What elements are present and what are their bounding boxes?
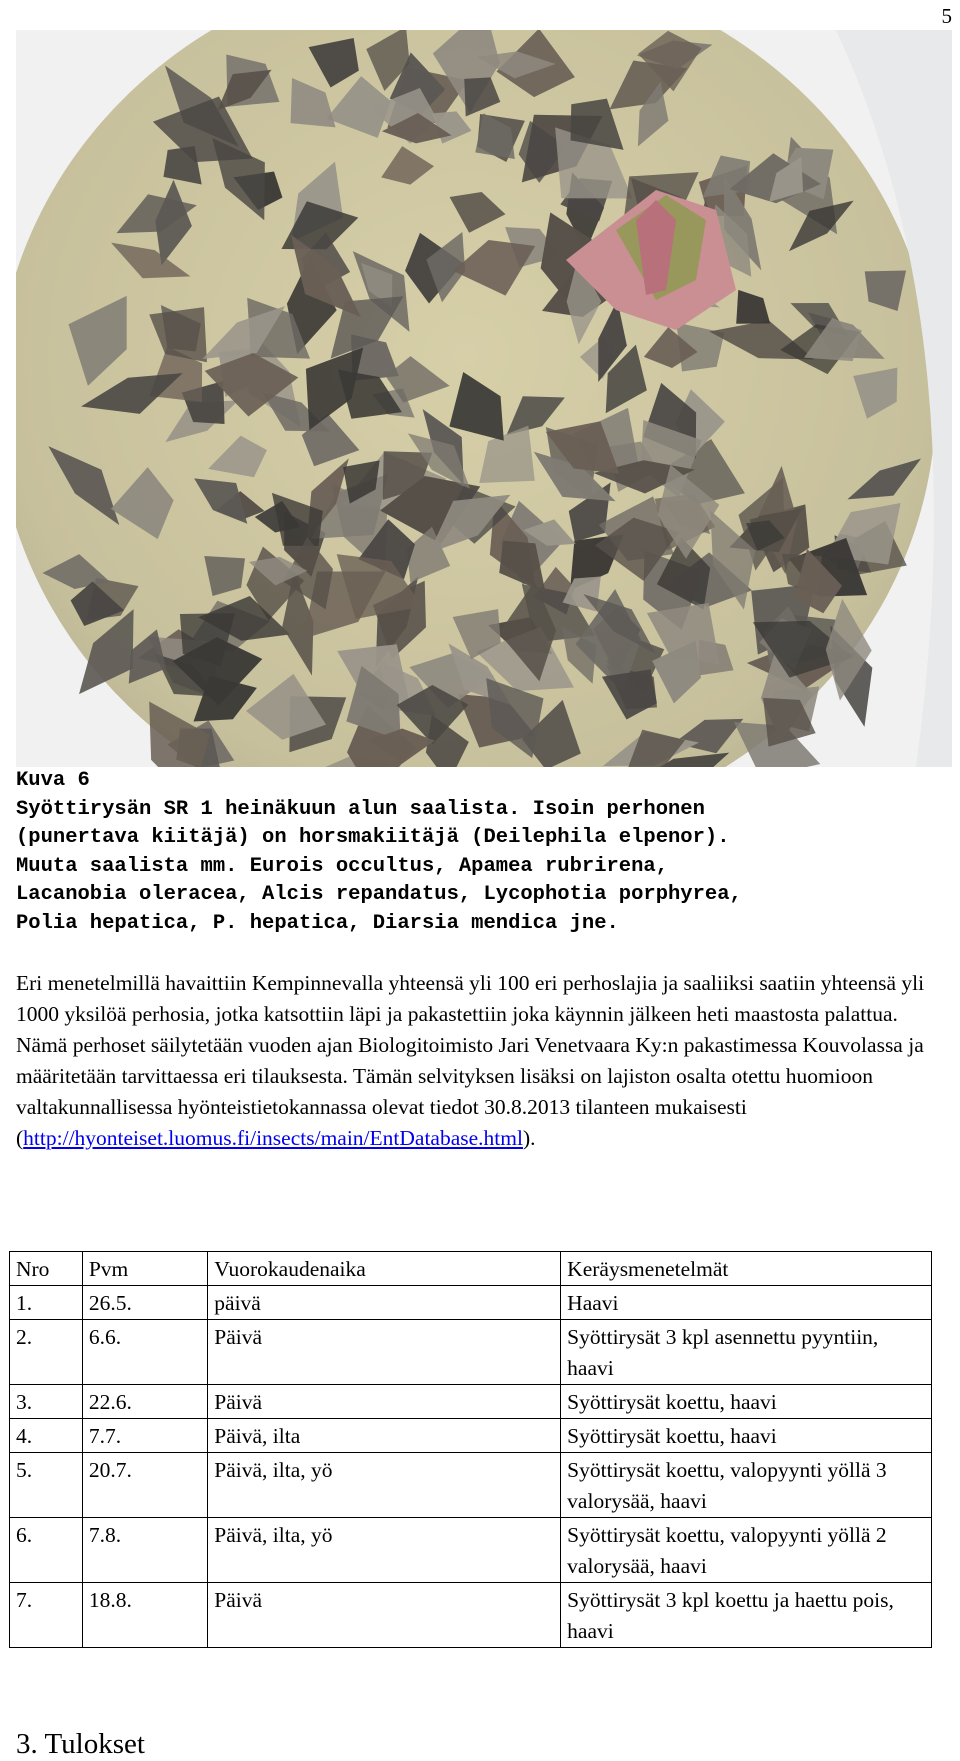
header-nro: Nro [10, 1252, 83, 1286]
header-vuorokaudenaika: Vuorokaudenaika [208, 1252, 561, 1286]
page-number: 5 [941, 4, 952, 28]
table-row [10, 1385, 932, 1419]
table-row [10, 1419, 932, 1453]
header-keraysmenetelmat: Keräysmenetelmät [561, 1252, 932, 1286]
cell-nro: 2. [10, 1320, 83, 1385]
table-row [10, 1320, 932, 1385]
cell-nro: 1. [10, 1286, 83, 1320]
cell-nro: 4. [10, 1419, 83, 1453]
cell-time: Päivä [208, 1385, 561, 1419]
caption-line: Syöttirysän SR 1 heinäkuun alun saalista. Isoin perhonen [16, 797, 705, 821]
caption-label: Kuva 6 [16, 769, 90, 792]
cell-nro: 7. [10, 1583, 83, 1648]
cell-time: Päivä [208, 1320, 561, 1385]
caption-line: Muuta saalista mm. Eurois occultus, Apamea rubrirena, [16, 854, 669, 878]
cell-pvm: 18.8. [82, 1583, 207, 1648]
database-link[interactable]: http://hyonteiset.luomus.fi/insects/main/EntDatabase.html [23, 1126, 523, 1150]
cell-time: Päivä, ilta, yö [208, 1453, 561, 1518]
table-row [10, 1286, 932, 1320]
header-pvm: Pvm [82, 1252, 207, 1286]
paragraph-text: Eri menetelmillä havaittiin Kempinnevalla yhteensä yli 100 eri perhoslajia ja saaliiksi saatiin yhteensä yli 1000 yksilöä perhosia, jotka katsottiin läpi ja pakastettiin joka käynnin jälkeen heti maastosta palattua. Nämä perhoset säilytetään vuoden ajan Biologitoimisto Jari Venetvaara Ky:n pakastimessa Kouvolassa ja määritetään tarvittaessa eri tilauksesta. Tämän selvityksen lisäksi on lajiston osalta otettu huomioon valtakunnallisessa hyönteistietokannassa olevat tiedot 30.8.2013 tilanteen mukaisesti ( [16, 971, 925, 1150]
cell-method: Syöttirysät 3 kpl asennettu pyyntiin, haavi [561, 1320, 932, 1385]
body-paragraph [16, 968, 946, 1154]
cell-time: päivä [208, 1286, 561, 1320]
table-row [10, 1518, 932, 1583]
table-header-row [10, 1252, 932, 1286]
table-row [10, 1453, 932, 1518]
paragraph-text-end: ). [522, 1126, 536, 1150]
cell-nro: 3. [10, 1385, 83, 1419]
caption-line: Lacanobia oleracea, Alcis repandatus, Lycophotia porphyrea, [16, 883, 742, 906]
table-row [10, 1583, 932, 1648]
cell-time: Päivä, ilta [208, 1419, 561, 1453]
cell-time: Päivä, ilta, yö [208, 1518, 561, 1583]
caption-line: Polia hepatica, P. hepatica, Diarsia mendica jne. [16, 911, 619, 935]
cell-pvm: 20.7. [82, 1453, 207, 1518]
cell-nro: 5. [10, 1453, 83, 1518]
cell-time: Päivä [208, 1583, 561, 1648]
cell-pvm: 22.6. [82, 1385, 207, 1419]
cell-method: Syöttirysät koettu, valopyynti yöllä 2 valorysää, haavi [561, 1518, 932, 1583]
cell-method: Syöttirysät koettu, valopyynti yöllä 3 valorysää, haavi [561, 1453, 932, 1518]
cell-pvm: 7.7. [82, 1419, 207, 1453]
cell-method: Syöttirysät koettu, haavi [561, 1385, 932, 1419]
cell-method: Haavi [561, 1286, 932, 1320]
cell-method: Syöttirysät 3 kpl koettu ja haettu pois, haavi [561, 1583, 932, 1648]
cell-method: Syöttirysät koettu, haavi [561, 1419, 932, 1453]
section-heading: 3. Tulokset [16, 1728, 145, 1760]
photo-illustration [16, 30, 952, 767]
cell-nro: 6. [10, 1518, 83, 1583]
sampling-visits-table [9, 1251, 932, 1648]
cell-pvm: 26.5. [82, 1286, 207, 1320]
cell-pvm: 7.8. [82, 1518, 207, 1583]
cell-pvm: 6.6. [82, 1320, 207, 1385]
caption-line: (punertava kiitäjä) on horsmakiitäjä (Deilephila elpenor). [16, 826, 730, 849]
figure-caption [16, 767, 946, 938]
moth-catch-photo [16, 30, 952, 767]
